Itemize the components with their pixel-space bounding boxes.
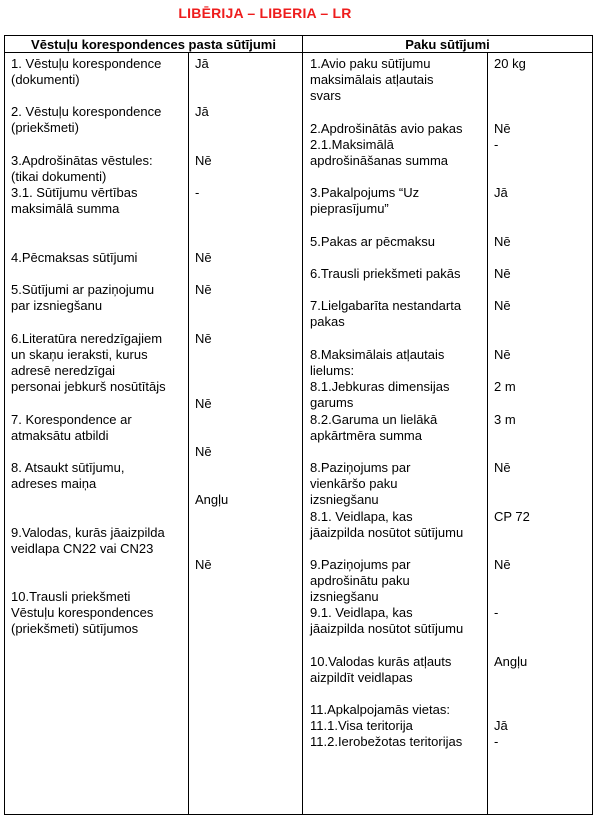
- left-item-label: 7. Korespondence ar atmaksātu atbildi: [11, 412, 132, 443]
- left-item-value: -: [195, 185, 200, 200]
- right-item-value: Jā: [494, 718, 508, 733]
- left-item-label: 1. Vēstuļu korespondence (dokumenti): [11, 56, 162, 87]
- right-item-label: 3.Pakalpojums “Uz pieprasījumu”: [310, 185, 420, 216]
- left-item-value: Jā: [195, 56, 209, 71]
- right-item-value: -: [494, 605, 499, 620]
- right-item-value: Nē: [494, 460, 511, 475]
- left-item-value: Angļu: [195, 492, 229, 507]
- right-item-value: 20 kg: [494, 56, 526, 71]
- right-item-value: 2 m: [494, 379, 516, 394]
- right-item-label: 9.Paziņojums par apdrošinātu paku izsniegšanu: [310, 557, 411, 604]
- right-item-label: 2.Apdrošinātās avio pakas: [310, 121, 463, 136]
- right-item-label: 11.2.Ierobežotas teritorijas: [310, 734, 463, 749]
- left-item-value: Nē: [195, 557, 212, 572]
- left-item-label: 10.Trausli priekšmeti Vēstuļu korespondences (priekšmeti) sūtījumos: [11, 589, 154, 636]
- right-item-value: Nē: [494, 298, 511, 313]
- left-item-value: Nē: [195, 396, 212, 411]
- left-item-label: 2. Vēstuļu korespondence (priekšmeti): [11, 104, 162, 135]
- left-column-header: Vēstuļu korespondences pasta sūtījumi: [31, 37, 276, 52]
- page-title: LIBĒRIJA – LIBERIA – LR: [178, 5, 352, 21]
- left-item-label: 6.Literatūra neredzīgajiem un skaņu ieraksti, kurus adresē neredzīgai personai jebkurš nosūtītājs: [11, 331, 166, 394]
- right-column-header: Paku sūtījumi: [405, 37, 490, 52]
- left-item-value: Nē: [195, 250, 212, 265]
- right-item-label: 11.Apkalpojamās vietas:: [310, 702, 450, 717]
- right-item-label: 8.Maksimālais atļautais lielums:: [310, 347, 445, 378]
- left-item-label: 5.Sūtījumi ar paziņojumu par izsniegšanu: [11, 282, 155, 313]
- right-item-value: Nē: [494, 266, 511, 281]
- left-item-label: 9.Valodas, kurās jāaizpilda veidlapa CN22 vai CN23: [11, 525, 165, 556]
- right-item-value: 3 m: [494, 412, 516, 427]
- right-item-value: Nē: [494, 557, 511, 572]
- left-item-label: 3.Apdrošinātas vēstules: (tikai dokumenti): [11, 153, 153, 184]
- left-item-label: 8. Atsaukt sūtījumu, adreses maiņa: [11, 460, 125, 491]
- right-item-value: Nē: [494, 234, 511, 249]
- right-item-label: 8.2.Garuma un lielākā apkārtmēra summa: [310, 412, 438, 443]
- right-item-label: 5.Pakas ar pēcmaksu: [310, 234, 436, 249]
- right-item-label: 1.Avio paku sūtījumu maksimālais atļautais svars: [310, 56, 434, 103]
- right-item-value: -: [494, 734, 499, 749]
- right-item-label: 8.1. Veidlapa, kas jāaizpilda nosūtot sūtījumu: [310, 509, 464, 540]
- right-item-value: Nē: [494, 121, 511, 136]
- right-item-value: -: [494, 137, 499, 152]
- right-item-label: 10.Valodas kurās atļauts aizpildīt veidlapas: [310, 654, 452, 685]
- right-item-value: Angļu: [494, 654, 528, 669]
- right-item-label: 9.1. Veidlapa, kas jāaizpilda nosūtot sūtījumu: [310, 605, 464, 636]
- right-item-label: 8.Paziņojums par vienkāršo paku izsniegšanu: [310, 460, 411, 507]
- right-item-label: 6.Trausli priekšmeti pakās: [310, 266, 461, 281]
- right-item-label: 8.1.Jebkuras dimensijas garums: [310, 379, 450, 410]
- right-item-label: 7.Lielgabarīta nestandarta pakas: [310, 298, 462, 329]
- left-item-value: Jā: [195, 104, 209, 119]
- right-item-value: Jā: [494, 185, 508, 200]
- left-item-label: 4.Pēcmaksas sūtījumi: [11, 250, 138, 265]
- left-item-value: Nē: [195, 444, 212, 459]
- left-item-value: Nē: [195, 331, 212, 346]
- left-item-label: 3.1. Sūtījumu vērtības maksimālā summa: [11, 185, 138, 216]
- right-item-value: CP 72: [494, 509, 530, 524]
- right-item-label: 2.1.Maksimālā apdrošināšanas summa: [310, 137, 449, 168]
- left-item-value: Nē: [195, 282, 212, 297]
- right-item-value: Nē: [494, 347, 511, 362]
- left-item-value: Nē: [195, 153, 212, 168]
- right-item-label: 11.1.Visa teritorija: [310, 718, 413, 733]
